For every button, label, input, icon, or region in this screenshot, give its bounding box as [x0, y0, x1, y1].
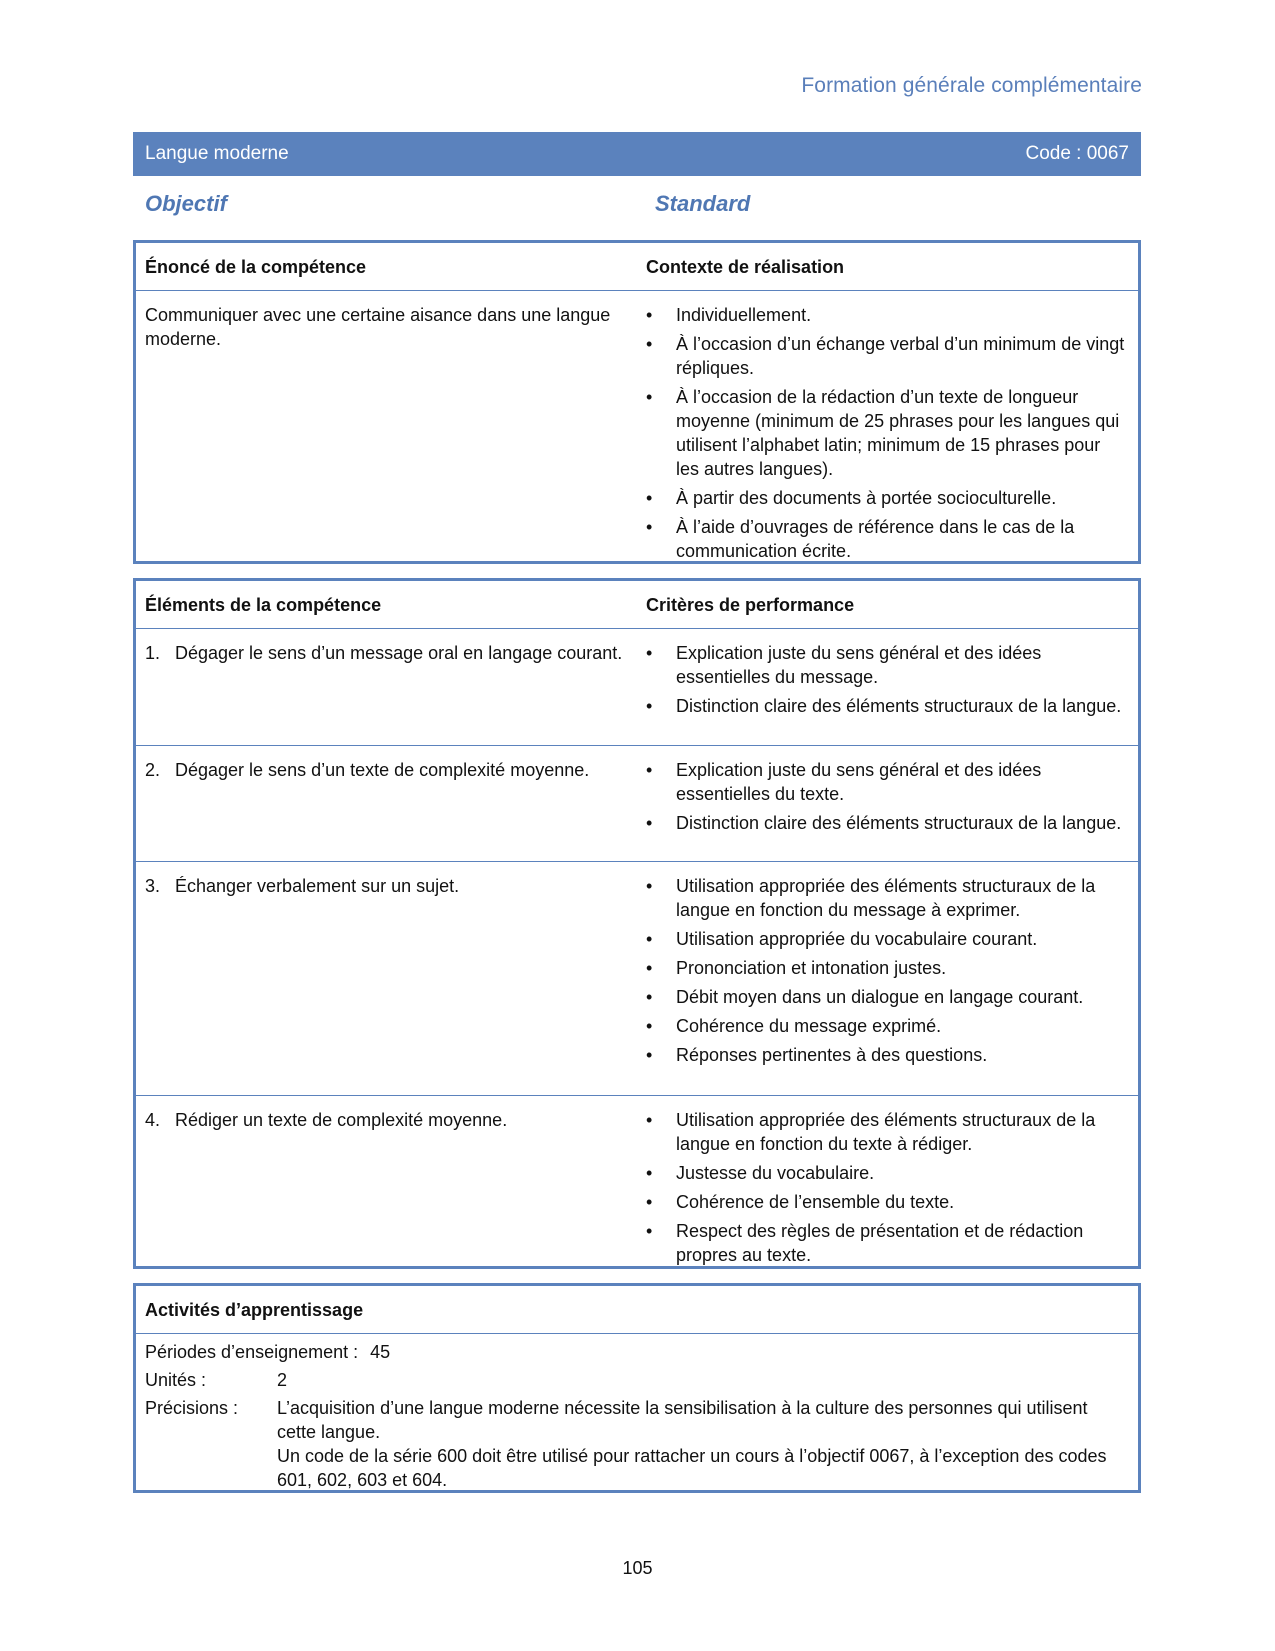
critere-item: • Distinction claire des éléments structuraux de la langue.: [646, 811, 1128, 835]
enonce-text: Communiquer avec une certaine aisance dans une langue moderne.: [145, 305, 611, 349]
elements-header-label: Éléments de la compétence: [145, 594, 382, 615]
critere-item: • Utilisation appropriée du vocabulaire courant.: [646, 927, 1128, 951]
competence-box: [133, 240, 1141, 564]
periodes-label: Périodes d’enseignement :: [145, 1342, 359, 1362]
unites-value: 2: [277, 1370, 288, 1390]
contexte-header: Contexte de réalisation: [646, 256, 845, 277]
unites-line: [145, 1368, 1129, 1392]
element-row: [136, 861, 1138, 1095]
critere-item: • Réponses pertinentes à des questions.: [646, 1043, 1128, 1067]
section-headings: [145, 192, 1135, 224]
critere-item: • Justesse du vocabulaire.: [646, 1161, 1128, 1185]
criteres-list: [646, 1108, 1128, 1267]
enonce-header: Énoncé de la compétence: [145, 256, 367, 277]
element-text: Échanger verbalement sur un sujet.: [175, 876, 460, 896]
periodes-line: [145, 1340, 1129, 1364]
precisions-label: Précisions :: [145, 1398, 239, 1418]
contexte-item: • À l’aide d’ouvrages de référence dans le cas de la communication écrite.: [646, 515, 1128, 563]
unites-label: Unités :: [145, 1370, 207, 1390]
criteres-list: [646, 641, 1128, 718]
element-number: 4.: [145, 1110, 161, 1130]
critere-item: • Respect des règles de présentation et de rédaction propres au texte.: [646, 1219, 1128, 1267]
element-text: Dégager le sens d’un texte de complexité moyenne.: [175, 760, 590, 780]
critere-item: • Cohérence de l’ensemble du texte.: [646, 1190, 1128, 1214]
criteres-list: [646, 758, 1128, 835]
element-number: 2.: [145, 760, 161, 780]
critere-item: • Distinction claire des éléments structuraux de la langue.: [646, 694, 1128, 718]
course-code: Code : 0067: [1025, 143, 1129, 164]
criteres-list: [646, 874, 1128, 1067]
activites-header-label: Activités d’apprentissage: [145, 1299, 364, 1320]
activites-header: [136, 1286, 1138, 1334]
precisions-line: [145, 1396, 1129, 1492]
element-text: Rédiger un texte de complexité moyenne.: [175, 1110, 508, 1130]
objectif-heading: Objectif: [145, 191, 227, 216]
critere-item: • Prononciation et intonation justes.: [646, 956, 1128, 980]
critere-item: • Cohérence du message exprimé.: [646, 1014, 1128, 1038]
page-number: 105: [622, 1558, 653, 1578]
elements-box: [133, 578, 1141, 1269]
series-title: Formation générale complémentaire: [801, 74, 1142, 97]
criteres-header-label: Critères de performance: [646, 594, 855, 615]
precisions-text-2: Un code de la série 600 doit être utilisé pour rattacher un cours à l’objectif 0067, à l’exception des codes 601, 602, 603 et 604.: [277, 1446, 1107, 1490]
competence-header: [136, 243, 1138, 291]
activites-box: [133, 1283, 1141, 1493]
precisions-text-1: L’acquisition d’une langue moderne nécessite la sensibilisation à la culture des personnes qui utilisent cette langue.: [277, 1398, 1088, 1442]
element-row: [136, 1095, 1138, 1267]
critere-item: • Utilisation appropriée des éléments structuraux de la langue en fonction du texte à rédiger.: [646, 1108, 1128, 1156]
element-number: 3.: [145, 876, 161, 896]
critere-item: • Explication juste du sens général et des idées essentielles du texte.: [646, 758, 1128, 806]
contexte-item: • À l’occasion d’un échange verbal d’un minimum de vingt répliques.: [646, 332, 1128, 380]
elements-header: [136, 581, 1138, 629]
element-row: [136, 629, 1138, 745]
course-band: [133, 132, 1141, 176]
standard-heading: Standard: [655, 191, 751, 216]
contexte-item: • À l’occasion de la rédaction d’un texte de longueur moyenne (minimum de 25 phrases pour les langues qui utilisent l’alphabet latin; minimum de 15 phrases pour les autres langues).: [646, 385, 1128, 481]
critere-item: • Utilisation appropriée des éléments structuraux de la langue en fonction du message à exprimer.: [646, 874, 1128, 922]
element-text: Dégager le sens d’un message oral en langage courant.: [175, 643, 623, 663]
element-row: [136, 745, 1138, 861]
contexte-list: [646, 303, 1128, 563]
contexte-item: • À partir des documents à portée socioculturelle.: [646, 486, 1128, 510]
contexte-item: • Individuellement.: [646, 303, 1128, 327]
critere-item: • Débit moyen dans un dialogue en langage courant.: [646, 985, 1128, 1009]
course-name: Langue moderne: [145, 143, 289, 164]
critere-item: • Explication juste du sens général et des idées essentielles du message.: [646, 641, 1128, 689]
element-number: 1.: [145, 643, 161, 663]
periodes-value: 45: [370, 1342, 391, 1362]
